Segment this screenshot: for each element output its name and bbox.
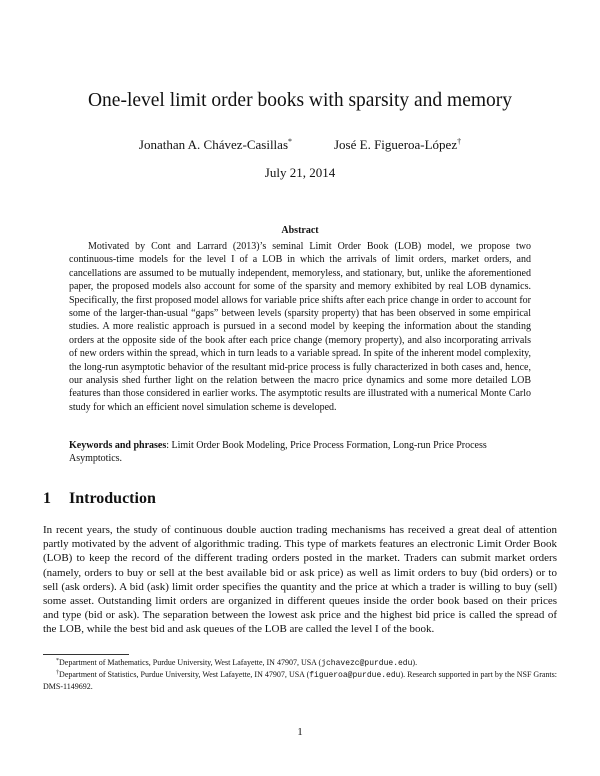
section-heading: [43, 489, 156, 509]
footnote-tail: ).: [412, 658, 418, 667]
footnote-text: Department of Mathematics, Purdue University, West Lafayette, IN 47907, USA (: [59, 658, 322, 667]
footnote-text: Department of Statistics, Purdue University, West Lafayette, IN 47907, USA (: [59, 670, 310, 679]
keywords-label: Keywords and phrases: [69, 440, 167, 451]
author-line: [0, 137, 600, 153]
abstract-body: Motivated by Cont and Larrard (2013)’s seminal Limit Order Book (LOB) model, we propose two continuous-time models for the level I of a LOB in which the arrivals of limit orders, market orders, and cancellations are assumed to be mutually independent, memoryless, and stationary, but, unlike the aforementioned paper, the proposed models also account for some of the sparsity and memory exhibited by real LOB dynamics. Specifically, the first proposed model allows for variable price shifts after each price change in order to account for some of the larger-than-usual “gaps” between levels (sparsity property) that has been observed in some empirical studies. A more realistic approach is pursued in a second model by keeping the information about the standing orders at the opposite side of the book after each price change (memory property), and also incorporating arrivals of new orders within the spread, which in turn leads to a variable spread. In spite of the inherent model complexity, the long-run asymptotic behavior of the resultant mid-price process is fully characterized in both cases and, hence, our analysis shed further light on the relation between the macro price dynamics and some more detailed LOB features than those considered in earlier works. The asymptotic results are illustrated with a numerical Monte Carlo study for which an efficient novel simulation scheme is developed.: [69, 241, 531, 413]
author-footnote-mark: †: [457, 137, 462, 146]
author-name: José E. Figueroa-López: [334, 137, 458, 152]
section-number: 1: [43, 490, 51, 507]
footnote-2: [43, 669, 557, 692]
introduction-body: In recent years, the study of continuous double auction trading mechanisms has received a great deal of attention partly motivated by the advent of algorithmic trading. This type of markets features an electronic Limit Order Book (LOB) to keep the record of the different trading orders posted in the market. Traders can submit market orders (namely, orders to buy or sell at the best available bid or ask price) as well as limit orders to buy (bid orders) or to sell (ask orders). A bid (ask) limit order specifies the quantity and the price at which a trader is willing to buy (sell) some asset. Outstanding limit orders are organized in different queues inside the order book based on their prices and type (bid or ask). The separation between the lowest ask price and the highest bid price is called the spread of the LOB, while the best bid and ask queues of the LOB are called the level I of the book.: [43, 524, 557, 636]
footnotes: [43, 657, 557, 692]
keywords-text: : Limit Order Book Modeling, Price Process Formation, Long-run Price Process Asymptotics.: [69, 440, 487, 465]
paper-title: One-level limit order books with sparsity and memory: [87, 90, 513, 111]
footnote-email: jchavezc@purdue.edu: [321, 659, 413, 668]
page-number: 1: [297, 726, 303, 738]
abstract-heading: Abstract: [281, 225, 319, 236]
keywords: [69, 439, 531, 466]
footnote-mark: *: [56, 658, 59, 664]
footnote-tail: ). Research supported in part by the NSF Grants: DMS-1149692.: [43, 670, 557, 691]
footnote-email: figueroa@purdue.edu: [309, 671, 401, 680]
paper-date: July 21, 2014: [264, 165, 336, 180]
section-title: Introduction: [69, 490, 156, 507]
author-name: Jonathan A. Chávez-Casillas: [138, 137, 288, 152]
author-footnote-mark: *: [288, 137, 292, 146]
footnote-rule: [43, 654, 129, 655]
footnote-mark: †: [56, 670, 60, 676]
footnote-1: [43, 657, 557, 669]
